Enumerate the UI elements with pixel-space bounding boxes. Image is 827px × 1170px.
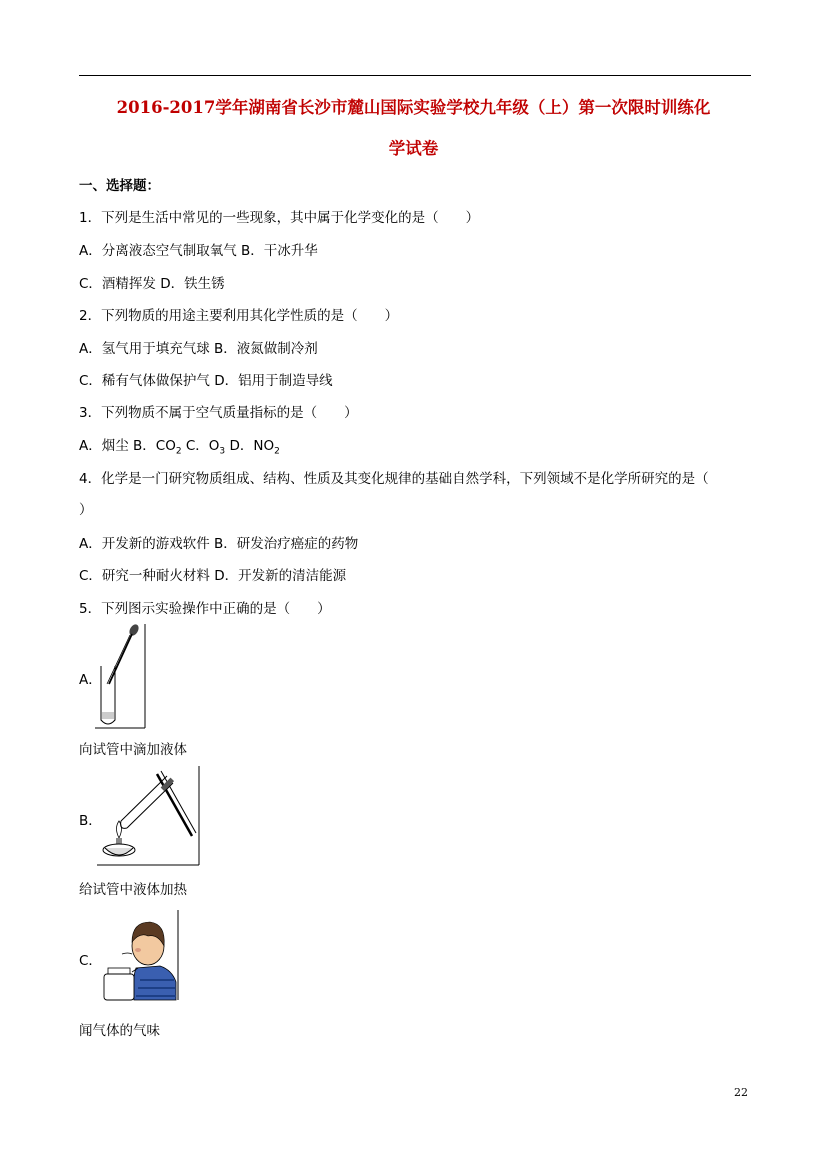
dropper-test-tube-figure (95, 622, 147, 730)
question-1-options-ab: A．分离液态空气制取氧气 B．干冰升华 (79, 243, 318, 259)
smelling-gas-figure (98, 910, 180, 1002)
question-4-stem: 4．化学是一门研究物质组成、结构、性质及其变化规律的基础自然学科，下列领域不是化学所研究的是（ (79, 471, 709, 487)
alcohol-lamp-heating-figure (97, 766, 201, 866)
question-4-options-ab: A．开发新的游戏软件 B．研发治疗癌症的药物 (79, 536, 359, 552)
question-3-options (79, 434, 280, 457)
q3-co2-subscript: 2 (175, 446, 182, 457)
section-heading: 一、选择题： (79, 178, 160, 194)
question-4-options-cd: C．研究一种耐火材料 D．开发新的清洁能源 (79, 568, 347, 584)
q3-option-ab: A．烟尘 B．CO (79, 438, 176, 454)
q5-option-b-caption: 给试管中液体加热 (79, 882, 187, 898)
question-2-options-ab: A．氢气用于填充气球 B．液氮做制冷剂 (79, 341, 318, 357)
q5-option-a-caption: 向试管中滴加液体 (79, 742, 187, 758)
page-number: 22 (734, 1086, 748, 1099)
q3-option-d: D．NO (225, 438, 275, 454)
paper-title-line1: 2016-2017学年湖南省长沙市麓山国际实验学校九年级（上）第一次限时训练化 (116, 98, 711, 117)
q5-option-c-label: C． (79, 953, 102, 969)
question-4-stem-cont: ） (79, 502, 93, 518)
q5-option-a-label: A． (79, 672, 102, 688)
question-2-stem: 2．下列物质的用途主要利用其化学性质的是（ ） (79, 308, 399, 324)
q3-option-c: C．O (181, 438, 220, 454)
question-5-stem: 5．下列图示实验操作中正确的是（ ） (79, 601, 331, 617)
header-rule (79, 75, 751, 76)
question-3-stem: 3．下列物质不属于空气质量指标的是（ ） (79, 405, 358, 421)
q5-option-c-caption: 闻气体的气味 (79, 1023, 160, 1039)
q3-no2-subscript: 2 (274, 446, 280, 457)
paper-title-line2: 学试卷 (388, 139, 439, 158)
question-1-options-cd: C．酒精挥发 D．铁生锈 (79, 276, 225, 292)
question-1-stem: 1．下列是生活中常见的一些现象，其中属于化学变化的是（ ） (79, 210, 480, 226)
question-2-options-cd: C．稀有气体做保护气 D．铝用于制造导线 (79, 373, 333, 389)
q5-option-b-label: B． (79, 813, 102, 829)
q3-o3-subscript: 3 (219, 446, 226, 457)
